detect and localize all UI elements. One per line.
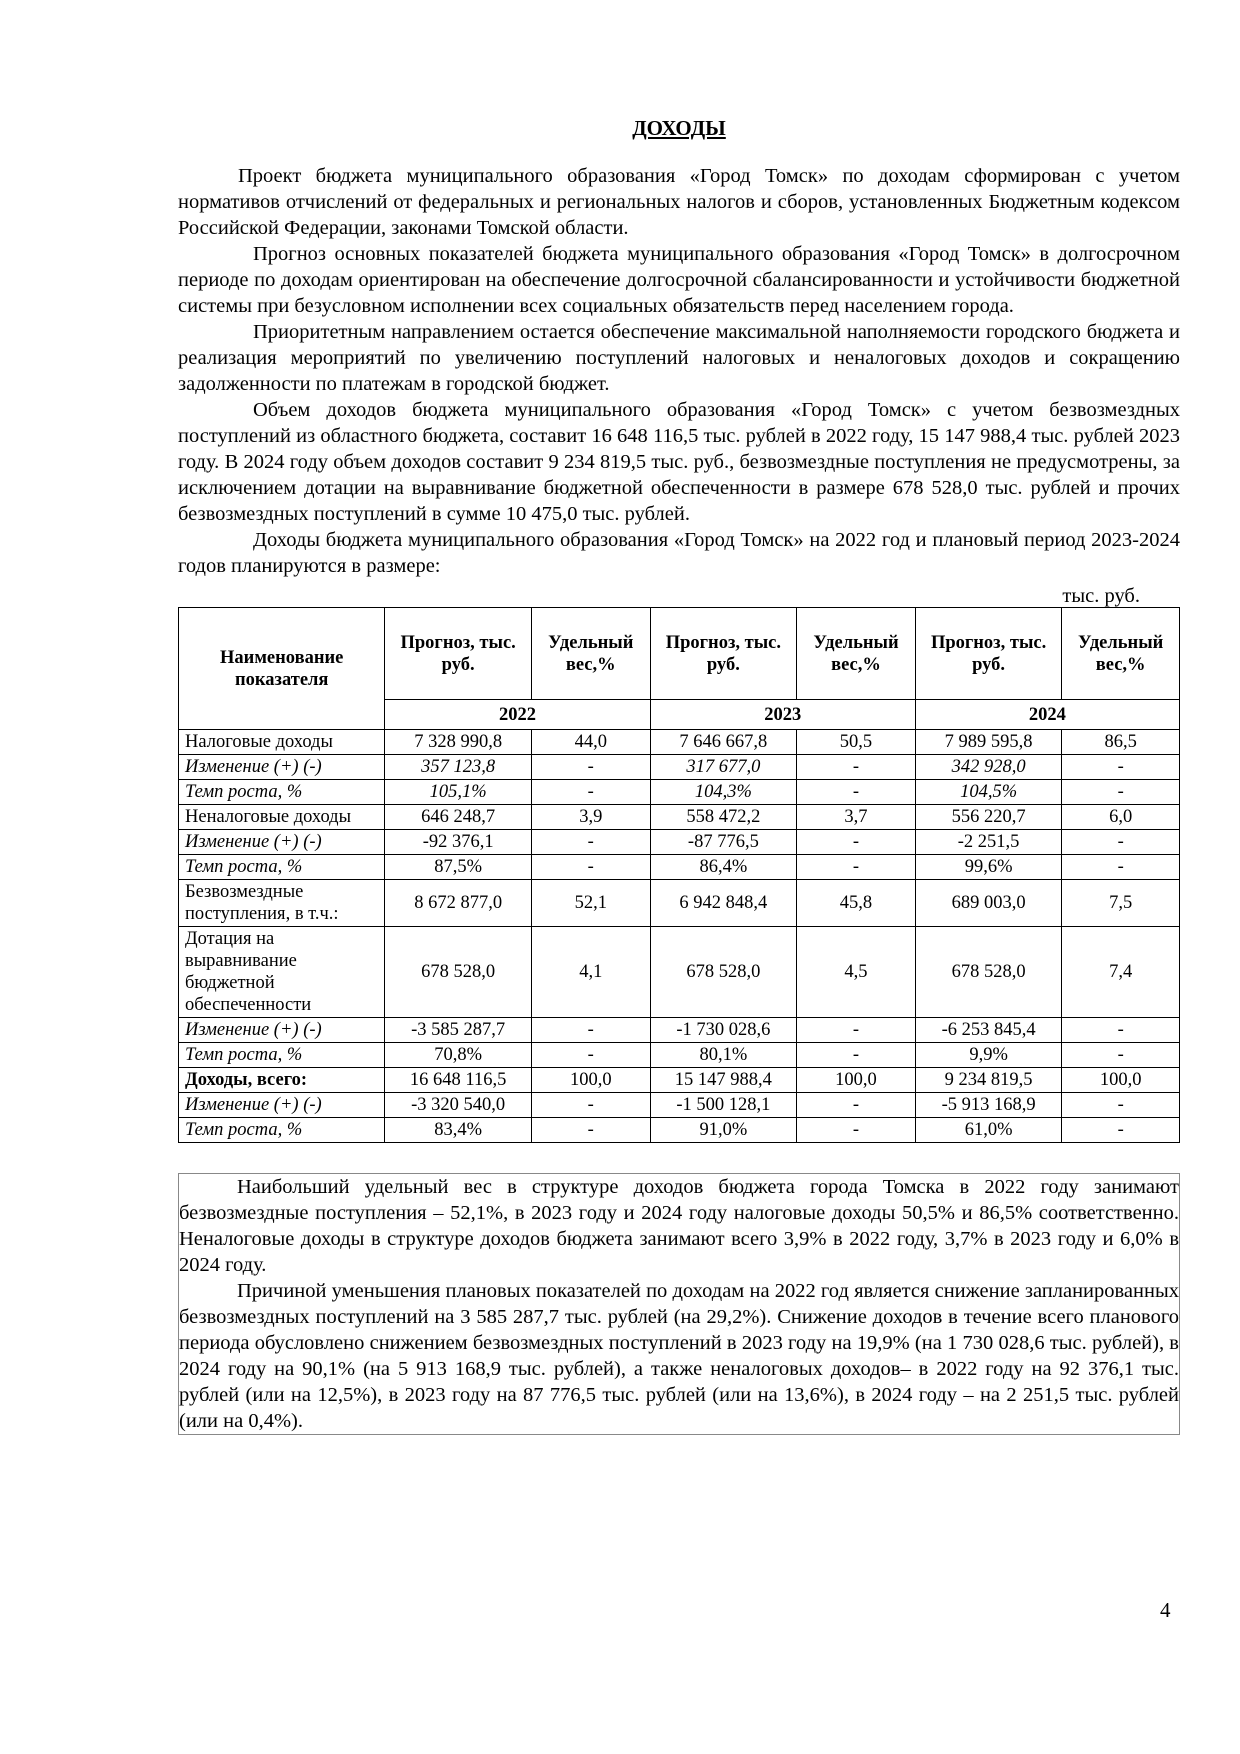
cell-value: 4,5	[797, 927, 916, 1018]
cell-value: 7 328 990,8	[385, 730, 531, 755]
header-share-2022: Удельный вес,%	[531, 608, 650, 700]
cell-value: 342 928,0	[915, 755, 1061, 780]
paragraph-2: Прогноз основных показателей бюджета муниципального образования «Город Томск» в долгосрочном периоде по доходам ориентирован на обеспечение долгосрочной сбалансированности и устойчивости бюджетной системы при безусловном исполнении всех социальных обязательств перед населением города.	[178, 243, 1180, 317]
row-label: Безвозмездные поступления, в т.ч.:	[179, 880, 385, 927]
cell-value: -	[1062, 1043, 1180, 1068]
row-label: Изменение (+) (-)	[179, 1093, 385, 1118]
cell-value: -	[531, 1018, 650, 1043]
cell-value: -	[531, 780, 650, 805]
cell-value: -	[797, 1043, 916, 1068]
cell-value: 9 234 819,5	[915, 1068, 1061, 1093]
cell-value: 44,0	[531, 730, 650, 755]
cell-value: -3 585 287,7	[385, 1018, 531, 1043]
row-label: Дотация на выравнивание бюджетной обеспеченности	[179, 927, 385, 1018]
paragraph-3: Приоритетным направлением остается обеспечение максимальной наполняемости городского бюджета и реализация мероприятий по увеличению поступлений налоговых и неналоговых доходов и сокращению задолженности по платежам в городской бюджет.	[178, 321, 1180, 395]
cell-value: 91,0%	[650, 1118, 796, 1143]
cell-value: -	[797, 830, 916, 855]
unit-label: тыс. руб.	[1062, 585, 1140, 607]
header-share-2024: Удельный вес,%	[1062, 608, 1180, 700]
paragraph-1: Проект бюджета муниципального образования «Город Томск» по доходам сформирован с учетом нормативов отчислений от федеральных и региональных налогов и сборов, установленных Бюджетным кодексом Российской Федерации, законами Томской области.	[178, 165, 1180, 239]
page-number: 4	[1160, 1598, 1171, 1622]
cell-value: 7 646 667,8	[650, 730, 796, 755]
cell-value: 104,5%	[915, 780, 1061, 805]
summary-box	[178, 1173, 1180, 1435]
row-label: Изменение (+) (-)	[179, 830, 385, 855]
header-year-2024: 2024	[915, 700, 1179, 730]
cell-value: 317 677,0	[650, 755, 796, 780]
cell-value: -	[797, 1118, 916, 1143]
cell-value: -2 251,5	[915, 830, 1061, 855]
cell-value: -	[797, 755, 916, 780]
cell-value: 16 648 116,5	[385, 1068, 531, 1093]
cell-value: -	[531, 1093, 650, 1118]
cell-value: -	[797, 1093, 916, 1118]
cell-value: 7,5	[1062, 880, 1180, 927]
row-label: Темп роста, %	[179, 855, 385, 880]
row-label: Налоговые доходы	[179, 730, 385, 755]
header-name: Наименование показателя	[179, 608, 385, 730]
paragraph-4: Объем доходов бюджета муниципального образования «Город Томск» с учетом безвозмездных поступлений из областного бюджета, составит 16 648 116,5 тыс. рублей в 2022 году, 15 147 988,4 тыс. рублей 2023 году. В 2024 году объем доходов составит 9 234 819,5 тыс. руб., безвозмездные поступления не предусмотрены, за исключением дотации на выравнивание бюджетной обеспеченности в размере 678 528,0 тыс. рублей и прочих безвозмездных поступлений в сумме 10 475,0 тыс. рублей.	[178, 399, 1180, 525]
cell-value: 646 248,7	[385, 805, 531, 830]
table-row	[179, 855, 1180, 880]
cell-value: -	[531, 1043, 650, 1068]
cell-value: -	[1062, 1093, 1180, 1118]
cell-value: -	[797, 855, 916, 880]
cell-value: -	[1062, 780, 1180, 805]
cell-value: -	[797, 780, 916, 805]
header-year-2023: 2023	[650, 700, 915, 730]
row-label: Темп роста, %	[179, 780, 385, 805]
table-row	[179, 1093, 1180, 1118]
cell-value: 70,8%	[385, 1043, 531, 1068]
cell-value: 15 147 988,4	[650, 1068, 796, 1093]
cell-value: 3,7	[797, 805, 916, 830]
header-forecast-2023: Прогноз, тыс. руб.	[650, 608, 796, 700]
cell-value: 6,0	[1062, 805, 1180, 830]
table-row	[179, 1118, 1180, 1143]
cell-value: 357 123,8	[385, 755, 531, 780]
table-row	[179, 830, 1180, 855]
cell-value: -	[1062, 755, 1180, 780]
cell-value: 100,0	[797, 1068, 916, 1093]
cell-value: 558 472,2	[650, 805, 796, 830]
cell-value: 689 003,0	[915, 880, 1061, 927]
cell-value: 80,1%	[650, 1043, 796, 1068]
cell-value: 8 672 877,0	[385, 880, 531, 927]
cell-value: 104,3%	[650, 780, 796, 805]
cell-value: -6 253 845,4	[915, 1018, 1061, 1043]
cell-value: 86,4%	[650, 855, 796, 880]
cell-value: -92 376,1	[385, 830, 531, 855]
cell-value: -	[531, 1118, 650, 1143]
paragraph-5: Доходы бюджета муниципального образования «Город Томск» на 2022 год и плановый период 2023-2024 годов планируются в размере:	[178, 529, 1180, 577]
cell-value: 7,4	[1062, 927, 1180, 1018]
table-row	[179, 1043, 1180, 1068]
row-label: Изменение (+) (-)	[179, 1018, 385, 1043]
document-page	[178, 116, 1180, 1435]
revenue-table	[178, 607, 1180, 1143]
cell-value: -	[797, 1018, 916, 1043]
row-label: Темп роста, %	[179, 1118, 385, 1143]
cell-value: -5 913 168,9	[915, 1093, 1061, 1118]
table-row	[179, 880, 1180, 927]
cell-value: 45,8	[797, 880, 916, 927]
cell-value: -	[531, 855, 650, 880]
table-row	[179, 927, 1180, 1018]
header-forecast-2022: Прогноз, тыс. руб.	[385, 608, 531, 700]
cell-value: 678 528,0	[385, 927, 531, 1018]
cell-value: 556 220,7	[915, 805, 1061, 830]
cell-value: -1 500 128,1	[650, 1093, 796, 1118]
cell-value: 9,9%	[915, 1043, 1061, 1068]
table-row	[179, 1018, 1180, 1043]
cell-value: 105,1%	[385, 780, 531, 805]
row-label: Доходы, всего:	[179, 1068, 385, 1093]
cell-value: -	[1062, 830, 1180, 855]
row-label: Изменение (+) (-)	[179, 755, 385, 780]
cell-value: -3 320 540,0	[385, 1093, 531, 1118]
header-forecast-2024: Прогноз, тыс. руб.	[915, 608, 1061, 700]
table-row	[179, 730, 1180, 755]
cell-value: 86,5	[1062, 730, 1180, 755]
cell-value: 87,5%	[385, 855, 531, 880]
cell-value: -1 730 028,6	[650, 1018, 796, 1043]
page-title: ДОХОДЫ	[632, 116, 726, 140]
table-row	[179, 805, 1180, 830]
header-year-2022: 2022	[385, 700, 650, 730]
header-share-2023: Удельный вес,%	[797, 608, 916, 700]
table-row	[179, 755, 1180, 780]
cell-value: -	[531, 830, 650, 855]
table-row	[179, 1068, 1180, 1093]
cell-value: -	[1062, 1018, 1180, 1043]
cell-value: 4,1	[531, 927, 650, 1018]
cell-value: 100,0	[531, 1068, 650, 1093]
row-label: Темп роста, %	[179, 1043, 385, 1068]
cell-value: 678 528,0	[915, 927, 1061, 1018]
table-body	[179, 730, 1180, 1143]
summary-paragraph-2: Причиной уменьшения плановых показателей по доходам на 2022 год является снижение запланированных безвозмездных поступлений на 3 585 287,7 тыс. рублей (на 29,2%). Снижение доходов в течение всего планового периода обусловлено снижением безвозмездных поступлений в 2023 году на 19,9% (на 1 730 028,6 тыс. рублей), в 2024 году на 90,1% (на 5 913 168,9 тыс. рублей), а также неналоговых доходов– в 2022 году на 92 376,1 тыс. рублей (или на 12,5%), в 2023 году на 87 776,5 тыс. рублей (или на 13,6%), в 2024 году – на 2 251,5 тыс. рублей (или на 0,4%).	[179, 1280, 1179, 1432]
cell-value: 50,5	[797, 730, 916, 755]
cell-value: 100,0	[1062, 1068, 1180, 1093]
cell-value: -	[531, 755, 650, 780]
cell-value: -87 776,5	[650, 830, 796, 855]
cell-value: 7 989 595,8	[915, 730, 1061, 755]
cell-value: 52,1	[531, 880, 650, 927]
cell-value: -	[1062, 855, 1180, 880]
cell-value: -	[1062, 1118, 1180, 1143]
cell-value: 99,6%	[915, 855, 1061, 880]
cell-value: 678 528,0	[650, 927, 796, 1018]
cell-value: 83,4%	[385, 1118, 531, 1143]
summary-paragraph-1: Наибольший удельный вес в структуре доходов бюджета города Томска в 2022 году занимают безвозмездные поступления – 52,1%, в 2023 году и 2024 году налоговые доходы 50,5% и 86,5% соответственно. Неналоговые доходы в структуре доходов бюджета занимают всего 3,9% в 2022 году, 3,7% в 2023 году и 6,0% в 2024 году.	[179, 1176, 1179, 1276]
cell-value: 3,9	[531, 805, 650, 830]
table-row	[179, 780, 1180, 805]
row-label: Неналоговые доходы	[179, 805, 385, 830]
cell-value: 6 942 848,4	[650, 880, 796, 927]
cell-value: 61,0%	[915, 1118, 1061, 1143]
